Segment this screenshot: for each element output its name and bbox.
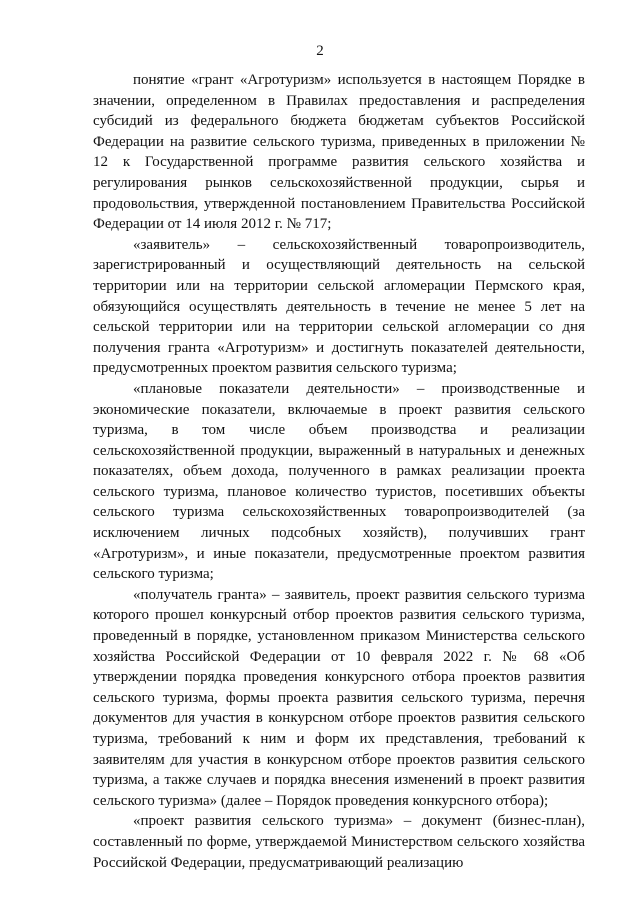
document-body bbox=[93, 70, 585, 873]
paragraph-agrotourism-grant-definition: понятие «грант «Агротуризм» используется в настоящем Порядке в значении, определенном в Правилах предоставления и распределения субсидий из федерального бюджета бюджетам субъектов Российской Федерации на развитие сельского туризма, приведенных в приложении № 12 к Государственной программе развития сельского хозяйства и регулирования рынков сельскохозяйственной продукции, сырья и продовольствия, утвержденной постановлением Правительства Российской Федерации от 14 июля 2012 г. № 717; bbox=[93, 72, 585, 233]
paragraph-applicant-definition: «заявитель» – сельскохозяйственный товаропроизводитель, зарегистрированный и осуществляющий деятельность на сельской территории или на территории сельской агломерации Пермского края, обязующийся осуществлять деятельность в течение не менее 5 лет на сельской территории или на территории сельской агломерации со дня получения гранта «Агротуризм» и достигнуть показателей деятельности, предусмотренных проектом развития сельского туризма; bbox=[93, 236, 585, 377]
page-number: 2 bbox=[316, 43, 324, 59]
paragraph-planned-indicators-definition: «плановые показатели деятельности» – производственные и экономические показатели, включаемые в проект развития сельского туризма, в том числе объем производства и реализации сельскохозяйственной продукции, выраженный в натуральных и денежных показателях, объем дохода, полученного в рамках реализации проекта сельского туризма, плановое количество туристов, посетивших объекты сельского туризма сельскохозяйственных товаропроизводителей (за исключением личных подсобных хозяйств), получивших грант «Агротуризм», и иные показатели, предусмотренные проектом развития сельского туризма; bbox=[93, 380, 585, 583]
paragraph-tourism-project-definition: «проект развития сельского туризма» – документ (бизнес-план), составленный по форме, утверждаемой Министерством сельского хозяйства Российской Федерации, предусматривающий реализацию bbox=[93, 813, 585, 871]
paragraph-grant-recipient-definition: «получатель гранта» – заявитель, проект развития сельского туризма которого прошел конкурсный отбор проектов развития сельского туризма, проведенный в порядке, установленном приказом Министерства сельского хозяйства Российской Федерации от 10 февраля 2022 г. № 68 «Об утверждении порядка проведения конкурсного отбора проектов развития сельского туризма, формы проекта развития сельского туризма, перечня документов для участия в конкурсном отборе проектов развития сельского туризма, требований к ним и форм их представления, требований к заявителям для участия в конкурсном отборе проектов развития сельского туризма, а также случаев и порядка внесения изменений в проект развития сельского туризма» (далее – Порядок проведения конкурсного отбора); bbox=[93, 586, 585, 809]
